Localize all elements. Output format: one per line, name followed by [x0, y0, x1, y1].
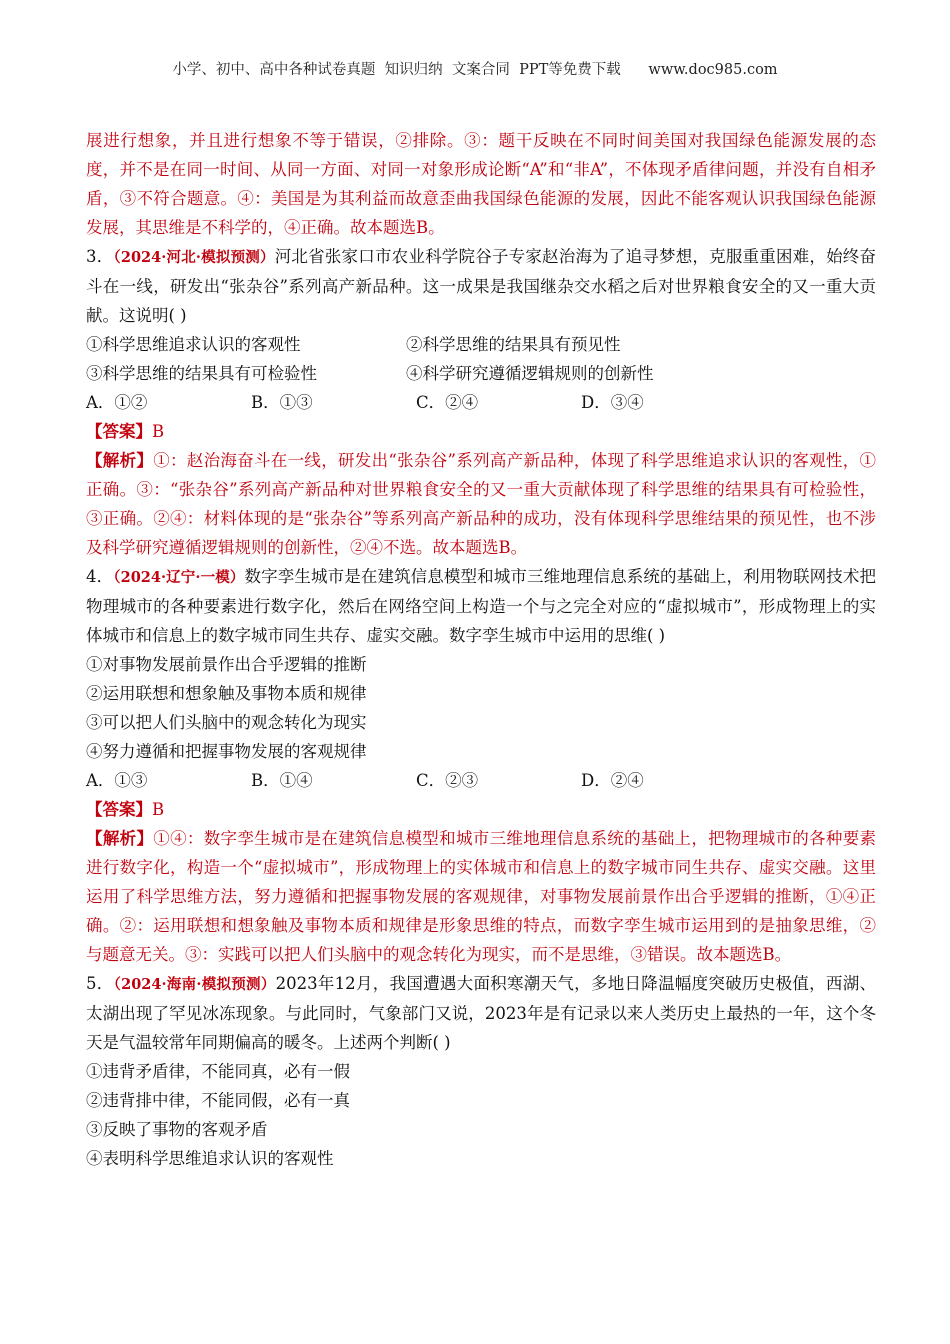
- answer-value: B: [152, 422, 165, 441]
- item: ①科学思维追求认识的客观性: [86, 335, 301, 354]
- item: ④科学研究遵循逻辑规则的创新性: [406, 364, 654, 383]
- question-3: [86, 242, 876, 562]
- analysis-text: ①④：数字孪生城市是在建筑信息模型和城市三维地理信息系统的基础上，把物理城市的各种要素进行数字化，构造一个“虚拟城市”，形成物理上的实体城市和信息上的数字城市同生共存、虚实交融。这里运用了科学思维方法，努力遵循和把握事物发展的客观规律，对事物发展前景作出合乎逻辑的推断，①④正确。②：运用联想和想象触及事物本质和规律是形象思维的特点，而数字孪生城市运用到的是抽象思维，②与题意无关。③：实践可以把人们头脑中的观念转化为现实，而不是思维，③错误。故本题选B。: [86, 829, 877, 964]
- choice-d: D．②④: [581, 771, 644, 790]
- item: ②科学思维的结果具有预见性: [406, 335, 621, 354]
- answer-label: 【答案】: [86, 800, 152, 819]
- choice-a: A．①②: [86, 393, 148, 412]
- source-tag: （2024·辽宁·一模）: [113, 569, 245, 586]
- item: ③可以把人们头脑中的观念转化为现实: [86, 713, 367, 732]
- item: ②运用联想和想象触及事物本质和规律: [86, 684, 367, 703]
- stem-text: 数字孪生城市是在建筑信息模型和城市三维地理信息系统的基础上，利用物联网技术把物理城市的各种要素进行数字化，然后在网络空间上构造一个与之完全对应的“虚拟城市”，形成物理上的实体城市和信息上的数字城市同生共存、虚实交融。数字孪生城市中运用的思维( ): [86, 567, 877, 645]
- answer-line: [86, 795, 876, 824]
- item: ④表明科学思维追求认识的客观性: [86, 1149, 334, 1168]
- choices-row: [86, 766, 876, 795]
- choice-b: B．①③: [251, 393, 313, 412]
- analysis-label: 【解析】: [86, 829, 154, 848]
- question-number: 5．: [86, 974, 114, 993]
- source-tag: （2024·河北·模拟预测）: [113, 249, 275, 266]
- continued-analysis: 展进行想象，并且进行想象不等于错误，②排除。③：题干反映在不同时间美国对我国绿色能源发展的态度，并不是在同一时间、从同一方面、对同一对象形成论断“A”和“非A”，不体现矛盾律问题，并没有自相矛盾，③不符合题意。④：美国是为其利益而故意歪曲我国绿色能源的发展，因此不能客观认识我国绿色能源发展，其思维是不科学的，④正确。故本题选B。: [86, 131, 876, 237]
- question-5: [86, 969, 876, 1173]
- question-stem: [86, 562, 876, 650]
- item: ②违背排中律，不能同假，必有一真: [86, 1091, 350, 1110]
- answer-label: 【答案】: [86, 422, 152, 441]
- stem-text: 2023年12月，我国遭遇大面积寒潮天气，多地日降温幅度突破历史极值，西湖、太湖出现了罕见冰冻现象。与此同时，气象部门又说，2023年是有记录以来人类历史上最热的一年，这个冬天是气温较常年同期偏高的暖冬。上述两个判断( ): [86, 974, 876, 1052]
- choices-row: [86, 388, 876, 417]
- items-row: [86, 359, 876, 388]
- question-number: 3．: [86, 247, 114, 266]
- answer-line: [86, 417, 876, 446]
- answer-value: B: [152, 800, 165, 819]
- items-row: [86, 330, 876, 359]
- item: ③反映了事物的客观矛盾: [86, 1120, 268, 1139]
- item: ③科学思维的结果具有可检验性: [86, 364, 317, 383]
- page-header: 小学、初中、高中各种试卷真题 知识归纳 文案合同 PPT等免费下载 www.doc985.com: [172, 62, 778, 78]
- item: ④努力遵循和把握事物发展的客观规律: [86, 742, 367, 761]
- question-stem: [86, 969, 876, 1057]
- item: ①违背矛盾律，不能同真，必有一假: [86, 1062, 350, 1081]
- document-body: [86, 126, 876, 1173]
- question-stem: [86, 242, 876, 330]
- question-4: [86, 562, 876, 969]
- stem-text: 河北省张家口市农业科学院谷子专家赵治海为了追寻梦想，克服重重困难，始终奋斗在一线，研发出“张杂谷”系列高产新品种。这一成果是我国继杂交水稻之后对世界粮食安全的又一重大贡献。这说明( ): [86, 247, 877, 325]
- choice-a: A．①③: [86, 771, 148, 790]
- item: ①对事物发展前景作出合乎逻辑的推断: [86, 655, 367, 674]
- analysis-text: ①：赵治海奋斗在一线，研发出“张杂谷”系列高产新品种，体现了科学思维追求认识的客观性，①正确。③：“张杂谷”系列高产新品种对世界粮食安全的又一重大贡献体现了科学思维的结果具有可检验性，③正确。②④：材料体现的是“张杂谷”等系列高产新品种的成功，没有体现科学思维结果的预见性，也不涉及科学研究遵循逻辑规则的创新性，②④不选。故本题选B。: [86, 451, 876, 557]
- analysis: [86, 824, 876, 969]
- choice-c: C．②④: [416, 393, 479, 412]
- choice-b: B．①④: [251, 771, 313, 790]
- choice-d: D．③④: [581, 393, 644, 412]
- analysis: [86, 446, 876, 562]
- source-tag: （2024·海南·模拟预测）: [113, 976, 276, 993]
- analysis-label: 【解析】: [86, 451, 154, 470]
- question-number: 4．: [86, 567, 114, 586]
- choice-c: C．②③: [416, 771, 479, 790]
